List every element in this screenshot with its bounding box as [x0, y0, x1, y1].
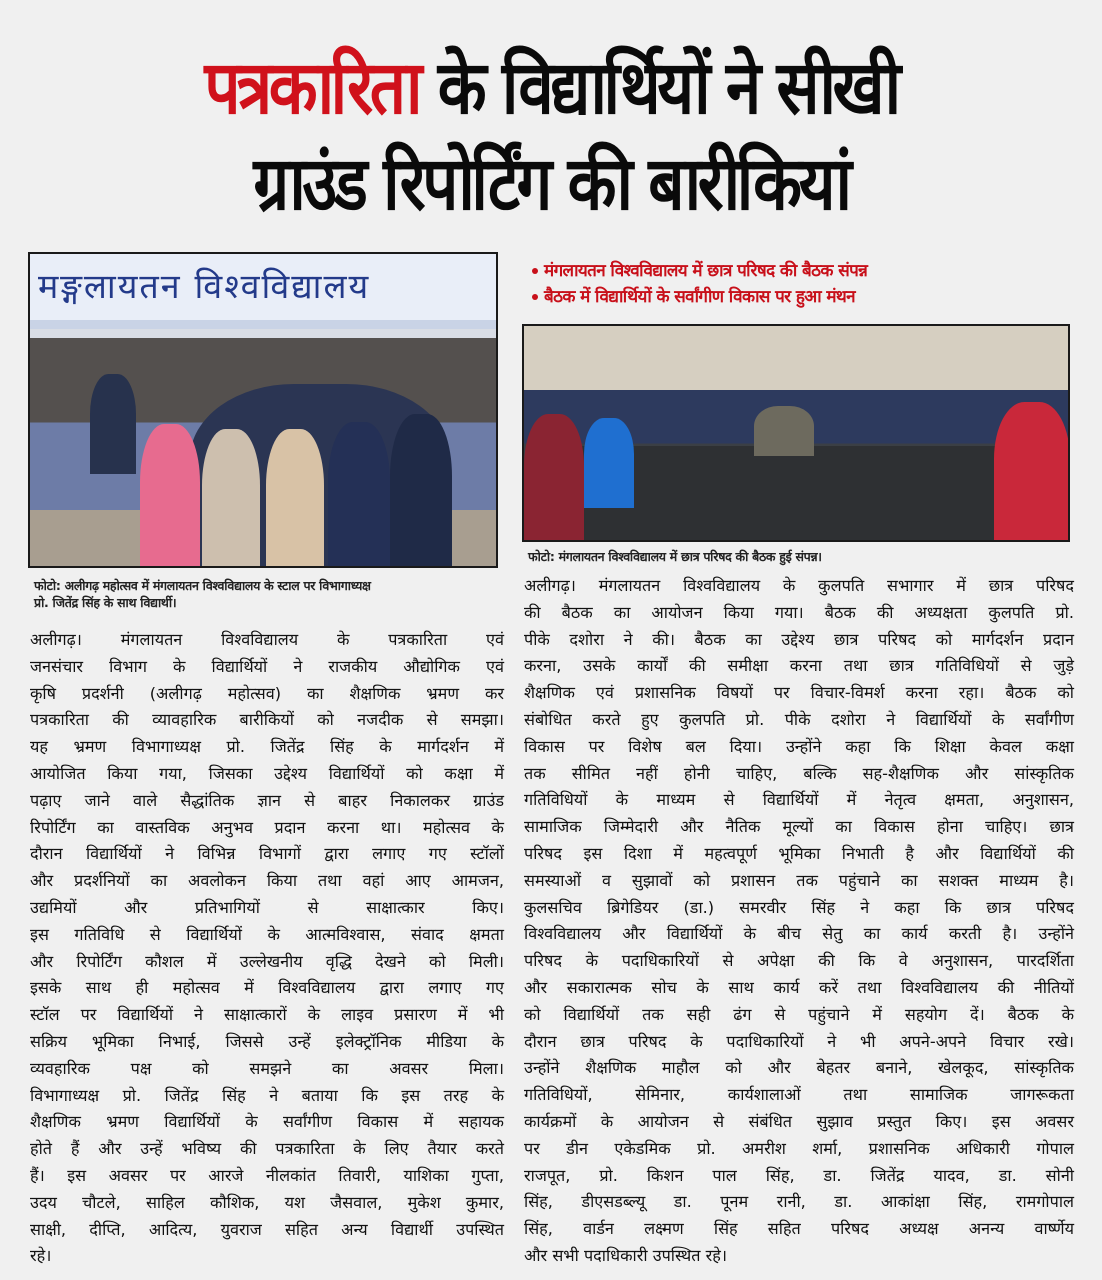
- body-text-line: समस्याओं व सुझावों को प्रशासन तक पहुंचाने का सशक्त माध्यम है।: [524, 870, 1074, 890]
- body-text-line: गतिविधियों के माध्यम से विद्यार्थियों में नेतृत्व क्षमता, अनुशासन,: [524, 790, 1074, 810]
- body-text-line: और रिपोर्टिंग कौशल में उल्लेखनीय वृद्धि देखने को मिली।: [30, 951, 504, 971]
- headline-line-1: [77, 38, 1025, 138]
- body-text-line: यह भ्रमण विभागाध्यक्ष प्रो. जितेंद्र सिंह के मार्गदर्शन में: [30, 737, 504, 757]
- body-text-line: और प्रदर्शनियों का अवलोकन किया तथा वहां आए आमजन,: [30, 871, 504, 891]
- left-photo-caption: [34, 577, 504, 611]
- highlight-item: [532, 258, 1072, 284]
- body-text-line: होते हैं और उन्हें भविष्य की पत्रकारिता के लिए तैयार करते: [30, 1139, 504, 1159]
- photo-group-figure: [994, 402, 1070, 542]
- photo-group-figure: [754, 406, 814, 456]
- body-text-line: करना, उसके कार्यों की समीक्षा करना तथा छात्र गतिविधियों से जुड़े: [524, 656, 1074, 676]
- body-text-line: हैं। इस अवसर पर आरजे नीलकांत तिवारी, याशिका गुप्ता,: [30, 1165, 504, 1185]
- photo-group-figure: [584, 418, 634, 508]
- body-text-line: को विद्यार्थियों तक सही ढंग से पहुंचाने में सहयोग दें। बैठक के: [524, 1004, 1074, 1024]
- body-text-line: पर डीन एकेडमिक प्रो. अमरीश शर्मा, प्रशासनिक अधिकारी गोपाल: [524, 1138, 1074, 1158]
- body-text-line: गतिविधियों, सेमिनार, कार्यशालाओं तथा सामाजिक जागरूकता: [524, 1085, 1074, 1105]
- body-text-line: तक सीमित नहीं होनी चाहिए, बल्कि सह-शैक्षणिक और सांस्कृतिक: [524, 763, 1074, 783]
- body-text-line: स्टॉल पर विद्यार्थियों ने साक्षात्कारों के लाइव प्रसारण में भी: [30, 1005, 504, 1025]
- body-text-line: इसके साथ ही महोत्सव में विश्वविद्यालय द्वारा लगाए गए: [30, 978, 504, 998]
- headline-highlight-word: पत्रकारिता: [204, 45, 420, 131]
- body-text-line: कार्यक्रमों के आयोजन से संबंधित सुझाव प्रस्तुत किए। इस अवसर: [524, 1111, 1074, 1131]
- body-text-line: उदय चौटले, साहिल कौशिक, यश जैसवाल, मुकेश कुमार,: [30, 1192, 504, 1212]
- bullet-icon: [532, 268, 538, 274]
- body-text-line: कृषि प्रदर्शनी (अलीगढ़ महोत्सव) का शैक्षणिक भ्रमण कर: [30, 683, 504, 703]
- body-text-line: विश्वविद्यालय और विद्यार्थियों के बीच सेतु का कार्य करती है। उन्होंने: [524, 924, 1074, 944]
- caption-line: फोटो: अलीगढ़ महोत्सव में मंगलायतन विश्वविद्यालय के स्टाल पर विभागाध्यक्ष: [34, 578, 371, 593]
- body-text-line: राजपूत, प्रो. किशन पाल सिंह, डा. जितेंद्र यादव, डा. सोनी: [524, 1165, 1074, 1185]
- body-text-line: पढ़ाए जाने वाले सैद्धांतिक ज्ञान से बाहर निकालकर ग्राउंड: [30, 790, 504, 810]
- body-text-line: परिषद के पदाधिकारियों से अपेक्षा की कि वे अनुशासन, पारदर्शिता: [524, 951, 1074, 971]
- body-text-line: पत्रकारिता की व्यावहारिक बारीकियों को नजदीक से समझा।: [30, 710, 504, 730]
- photo-group-figure: [140, 424, 200, 568]
- left-story-photo: [28, 252, 498, 568]
- photo-group-figure: [266, 429, 324, 568]
- bullet-icon: [532, 294, 538, 300]
- body-text-line: उन्होंने शैक्षणिक माहौल को और बेहतर बनाने, खेलकूद, सांस्कृतिक: [524, 1058, 1074, 1078]
- right-story-body: [524, 573, 1074, 1270]
- body-text-line: अलीगढ़। मंगलायतन विश्वविद्यालय के कुलपति सभागार में छात्र परिषद: [524, 576, 1074, 595]
- right-story-highlights: [532, 258, 1072, 310]
- left-story-body: [30, 627, 504, 1270]
- body-text-line: सक्रिय भूमिका निभाई, जिससे उन्हें इलेक्ट्रॉनिक मीडिया के: [30, 1031, 504, 1051]
- photo-group-figure: [328, 422, 390, 568]
- body-text-line: उद्यमियों और प्रतिभागियों से साक्षात्कार किए।: [30, 897, 504, 917]
- photo-group-figure: [202, 429, 260, 568]
- body-text-line: शैक्षणिक भ्रमण विद्यार्थियों के सर्वांगीण विकास में सहायक: [30, 1112, 504, 1132]
- photo-group-figure: [524, 414, 584, 542]
- body-text-line: व्यवहारिक पक्ष को समझने का अवसर मिला।: [30, 1058, 504, 1078]
- body-text-line: की बैठक का आयोजन किया गया। बैठक की अध्यक्षता कुलपति प्रो.: [524, 602, 1074, 622]
- highlight-item: [532, 284, 1072, 310]
- photo-table: [564, 446, 1034, 542]
- right-story-photo: [522, 324, 1070, 542]
- photo-group-figure: [90, 374, 136, 474]
- body-text-line: दौरान छात्र परिषद के पदाधिकारियों ने भी अपने-अपने विचार रखे।: [524, 1031, 1074, 1051]
- highlight-text: मंगलायतन विश्वविद्यालय में छात्र परिषद की बैठक संपन्न: [544, 261, 868, 281]
- body-text-line: पीके दशोरा ने की। बैठक का उद्देश्य छात्र परिषद को मार्गदर्शन प्रदान: [524, 629, 1074, 649]
- body-text-line: इस गतिविधि से विद्यार्थियों के आत्मविश्वास, संवाद क्षमता: [30, 924, 504, 944]
- body-text-line: जनसंचार विभाग के विद्यार्थियों ने राजकीय औद्योगिक एवं: [30, 656, 504, 676]
- body-text-line: साक्षी, दीप्ति, आदित्य, युवराज सहित अन्य विद्यार्थी उपस्थित: [30, 1219, 504, 1239]
- body-text-line: विकास पर विशेष बल दिया। उन्होंने कहा कि शिक्षा केवल कक्षा: [524, 736, 1074, 756]
- body-text-line: परिषद इस दिशा में महत्वपूर्ण भूमिका निभाती है और विद्यार्थियों की: [524, 843, 1074, 863]
- body-text-line: सिंह, वार्डन लक्ष्मण सिंह सहित परिषद अध्यक्ष अनन्य वार्ष्णेय: [524, 1219, 1074, 1239]
- body-text-line: सिंह, डीएसडब्ल्यू डा. पूनम रानी, डा. आकांक्षा सिंह, रामगोपाल: [524, 1192, 1074, 1212]
- body-text-line: आयोजित किया गया, जिसका उद्देश्य विद्यार्थियों को कक्षा में: [30, 763, 504, 783]
- body-text-line: और सकारात्मक सोच के साथ कार्य करें तथा विश्वविद्यालय की नीतियों: [524, 977, 1074, 997]
- right-photo-caption: फोटो: मंगलायतन विश्वविद्यालय में छात्र परिषद की बैठक हुई संपन्न।: [528, 549, 822, 564]
- highlight-text: बैठक में विद्यार्थियों के सर्वांगीण विकास पर हुआ मंथन: [544, 287, 855, 307]
- body-text-line: शैक्षणिक एवं प्रशासनिक विषयों पर विचार-विमर्श करना रहा। बैठक को: [524, 683, 1074, 703]
- body-text-line: विभागाध्यक्ष प्रो. जितेंद्र सिंह ने बताया कि इस तरह के: [30, 1085, 504, 1105]
- body-text-line: और सभी पदाधिकारी उपस्थित रहे।: [524, 1245, 727, 1265]
- body-text-line: रिपोर्टिंग का वास्तविक अनुभव प्रदान करना था। महोत्सव के: [30, 817, 504, 837]
- photo-banner-text: मङ्गलायतन विश्वविद्यालय: [38, 267, 371, 307]
- photo-group-figure: [390, 414, 452, 568]
- body-text-line: अलीगढ़। मंगलायतन विश्वविद्यालय के पत्रकारिता एवं: [30, 630, 504, 649]
- body-text-line: रहे।: [30, 1246, 52, 1266]
- body-text-line: कुलसचिव ब्रिगेडियर (डा.) समरवीर सिंह ने कहा कि छात्र परिषद: [524, 897, 1074, 917]
- headline-line-2: ग्राउंड रिपोर्टिंग की बारीकियां: [253, 141, 849, 227]
- body-text-line: सामाजिक जिम्मेदारी और नैतिक मूल्यों का विकास होना चाहिए। छात्र: [524, 817, 1074, 837]
- headline-line-1-rest: के विद्यार्थियों ने सीखी: [419, 45, 898, 131]
- photo-banner: [30, 254, 496, 320]
- caption-line: प्रो. जितेंद्र सिंह के साथ विद्यार्थी।: [34, 595, 177, 610]
- body-text-line: दौरान विद्यार्थियों ने विभिन्न विभागों द्वारा लगाए गए स्टॉलों: [30, 844, 504, 864]
- body-text-line: संबोधित करते हुए कुलपति प्रो. पीके दशोरा ने विद्यार्थियों के सर्वांगीण: [524, 709, 1074, 729]
